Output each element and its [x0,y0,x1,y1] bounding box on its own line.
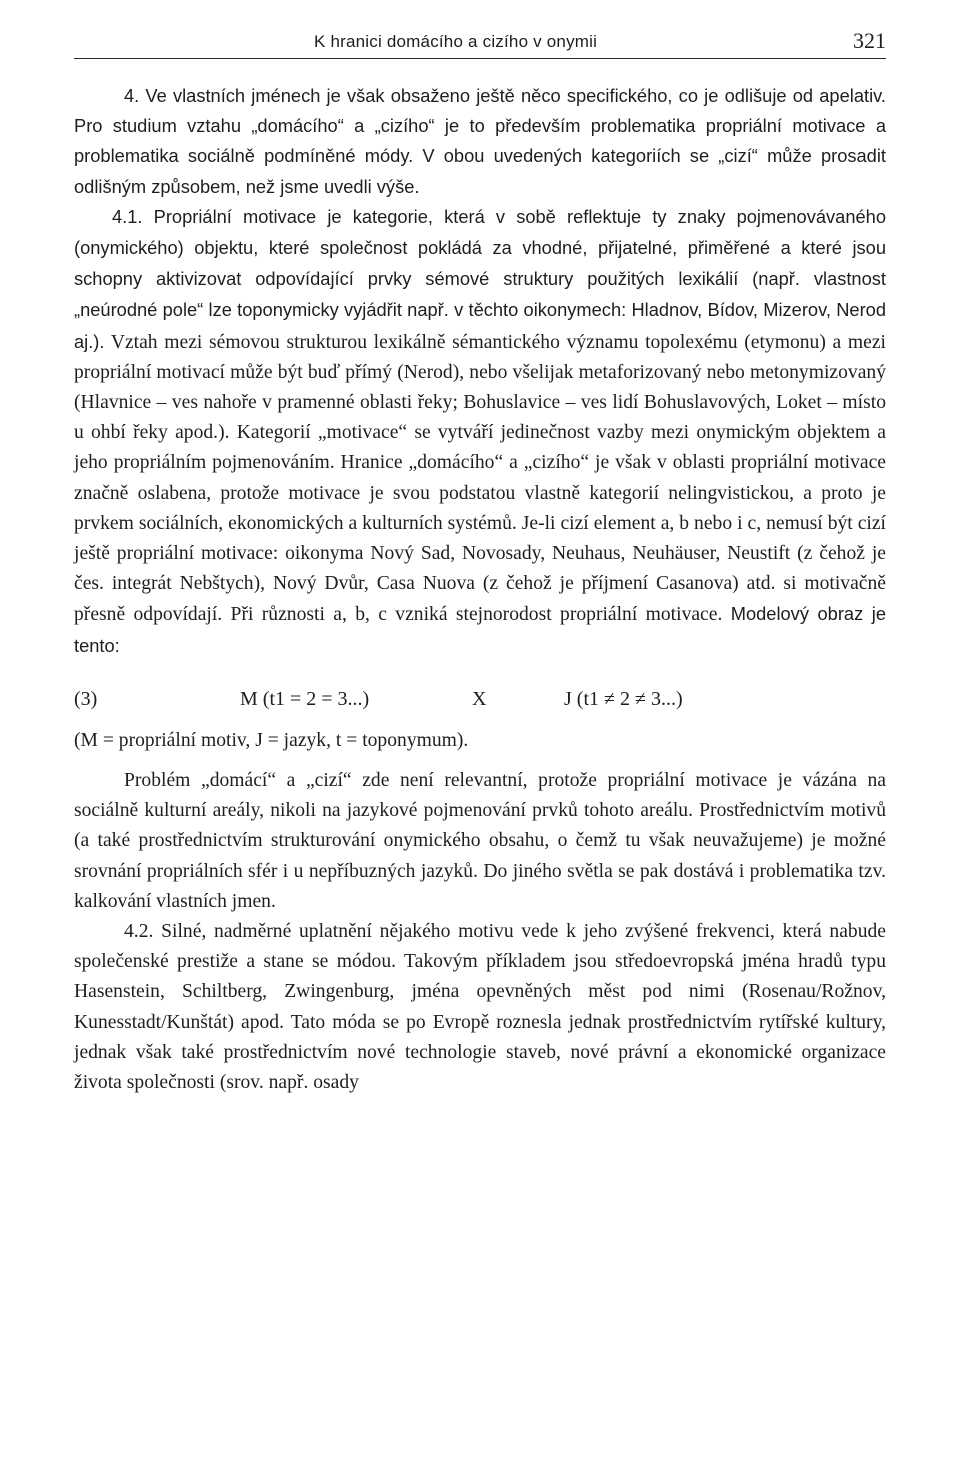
paragraph-section-4-1 [74,202,886,662]
paragraph-section-4-1-opening: 4.1. Propriální motivace je kategorie, která v sobě reflektuje ty znaky pojmenovávaného (onymického) objektu, které společnost pokládá za vhodné, přijatelné, přiměřené a které jsou schopny aktivizovat odpovídající prvky sémové struktury použitých lexikálií (např. vlastnost „neúrodné pole“ lze toponymicky vyjádřit např. v těchto oikonymech: Hladnov, Bídov, Mizerov, Nerod aj.). [74,205,886,352]
book-page [74,28,886,1098]
formula-left-term: M (t1 = 2 = 3...) [240,687,370,710]
paragraph-section-4-2: 4.2. Silné, nadměrné uplatnění nějakého motivu vede k jeho zvýšené frekvenci, která nabude společenské prestiže a stane se módou. Takovým příkladem jsou středoevropská jména hradů typu Hasenstein, Schiltberg, Zwingenburg, jména opevněných měst pod nimi (Rosenau/Rožnov, Kunesstadt/Kunštát) apod. Tato móda se po Evropě roznesla jednak prostřednictvím rytířské kultury, jednak však také prostřednictvím nové technologie staveb, nové právní a ekonomické organizace života společnosti (srov. např. osady [74,921,886,1094]
running-header [74,28,886,59]
paragraph-section-4: 4. Ve vlastních jménech je však obsaženo ještě něco specifického, co je odlišuje od apelativ. Pro studium vztahu „domácího“ a „cizího“ je to především problematika propriální motivace a problematika sociálně podmíněné módy. V obou uvedených kategoriích se „cizí“ může prosadit odlišným způsobem, než jsme uvedli výše. [74,85,886,197]
paragraph-problem: Problém „domácí“ a „cizí“ zde není relevantní, protože propriální motivace je vázána na sociálně kulturní areály, nikoli na jazykové pojmenování prvků tohoto areálu. Prostřednictvím motivů (a také prostřednictvím strukturování onymického obsahu, o čemž tu však neuvažujeme) je možné srovnání propriálních sfér i u nepříbuzných jazyků. Do jiného světla se pak dostává i problematika tzv. kalkování vlastních jmen. [74,770,886,912]
paragraph-gap [74,756,886,766]
formula-number: (3) [74,687,98,710]
model-intro: Modelový obraz je tento: [74,603,886,656]
formula-right-term: J (t1 ≠ 2 ≠ 3...) [564,687,683,710]
formula-legend: (M = propriální motiv, J = jazyk, t = toponymum). [74,729,469,751]
formula-operator: X [472,687,487,710]
formula-3 [74,670,886,726]
running-title: K hranici domácího a cizího v onymii [314,32,598,51]
paragraph-section-4-1-body: Vztah mezi sémovou strukturou lexikálně sémantického významu topolexému (etymonu) a mezi propriální motivací může být buď přímý (Nerod), nebo všelijak metaforizovaný nebo metonymizovaný (Hlavnice – ves nahoře v pramenné oblasti řeky; Bohuslavice – ves lidí Bohuslavových, Loket – místo u ohbí řeky apod.). Kategorií „motivace“ se vytváří jedinečnost vazby mezi onymickým objektem a jeho propriálním pojmenováním. Hranice „domácího“ a „cizího“ je však v oblasti propriální motivace značně oslabena, protože motivace je svou podstatou vlastně kategorií nelingvistickou, a proto je prvkem sociálních, ekonomických a kulturních systémů. Je-li cizí element a, b nebo i c, nemusí být cizí ještě propriální motivace: oikonyma Nový Sad, Novosady, Neuhaus, Neuhäuser, Neustift (z čehož je čes. integrát Nebštych), Nový Dvůr, Casa Nuova (z čehož je příjmení Casanova) atd. si motivačně přesně odpovídají. Při různosti a, b, c vzniká stejnorodost propriální motivace. [74,331,886,626]
body-text [74,81,886,1098]
page-number: 321 [853,28,886,53]
